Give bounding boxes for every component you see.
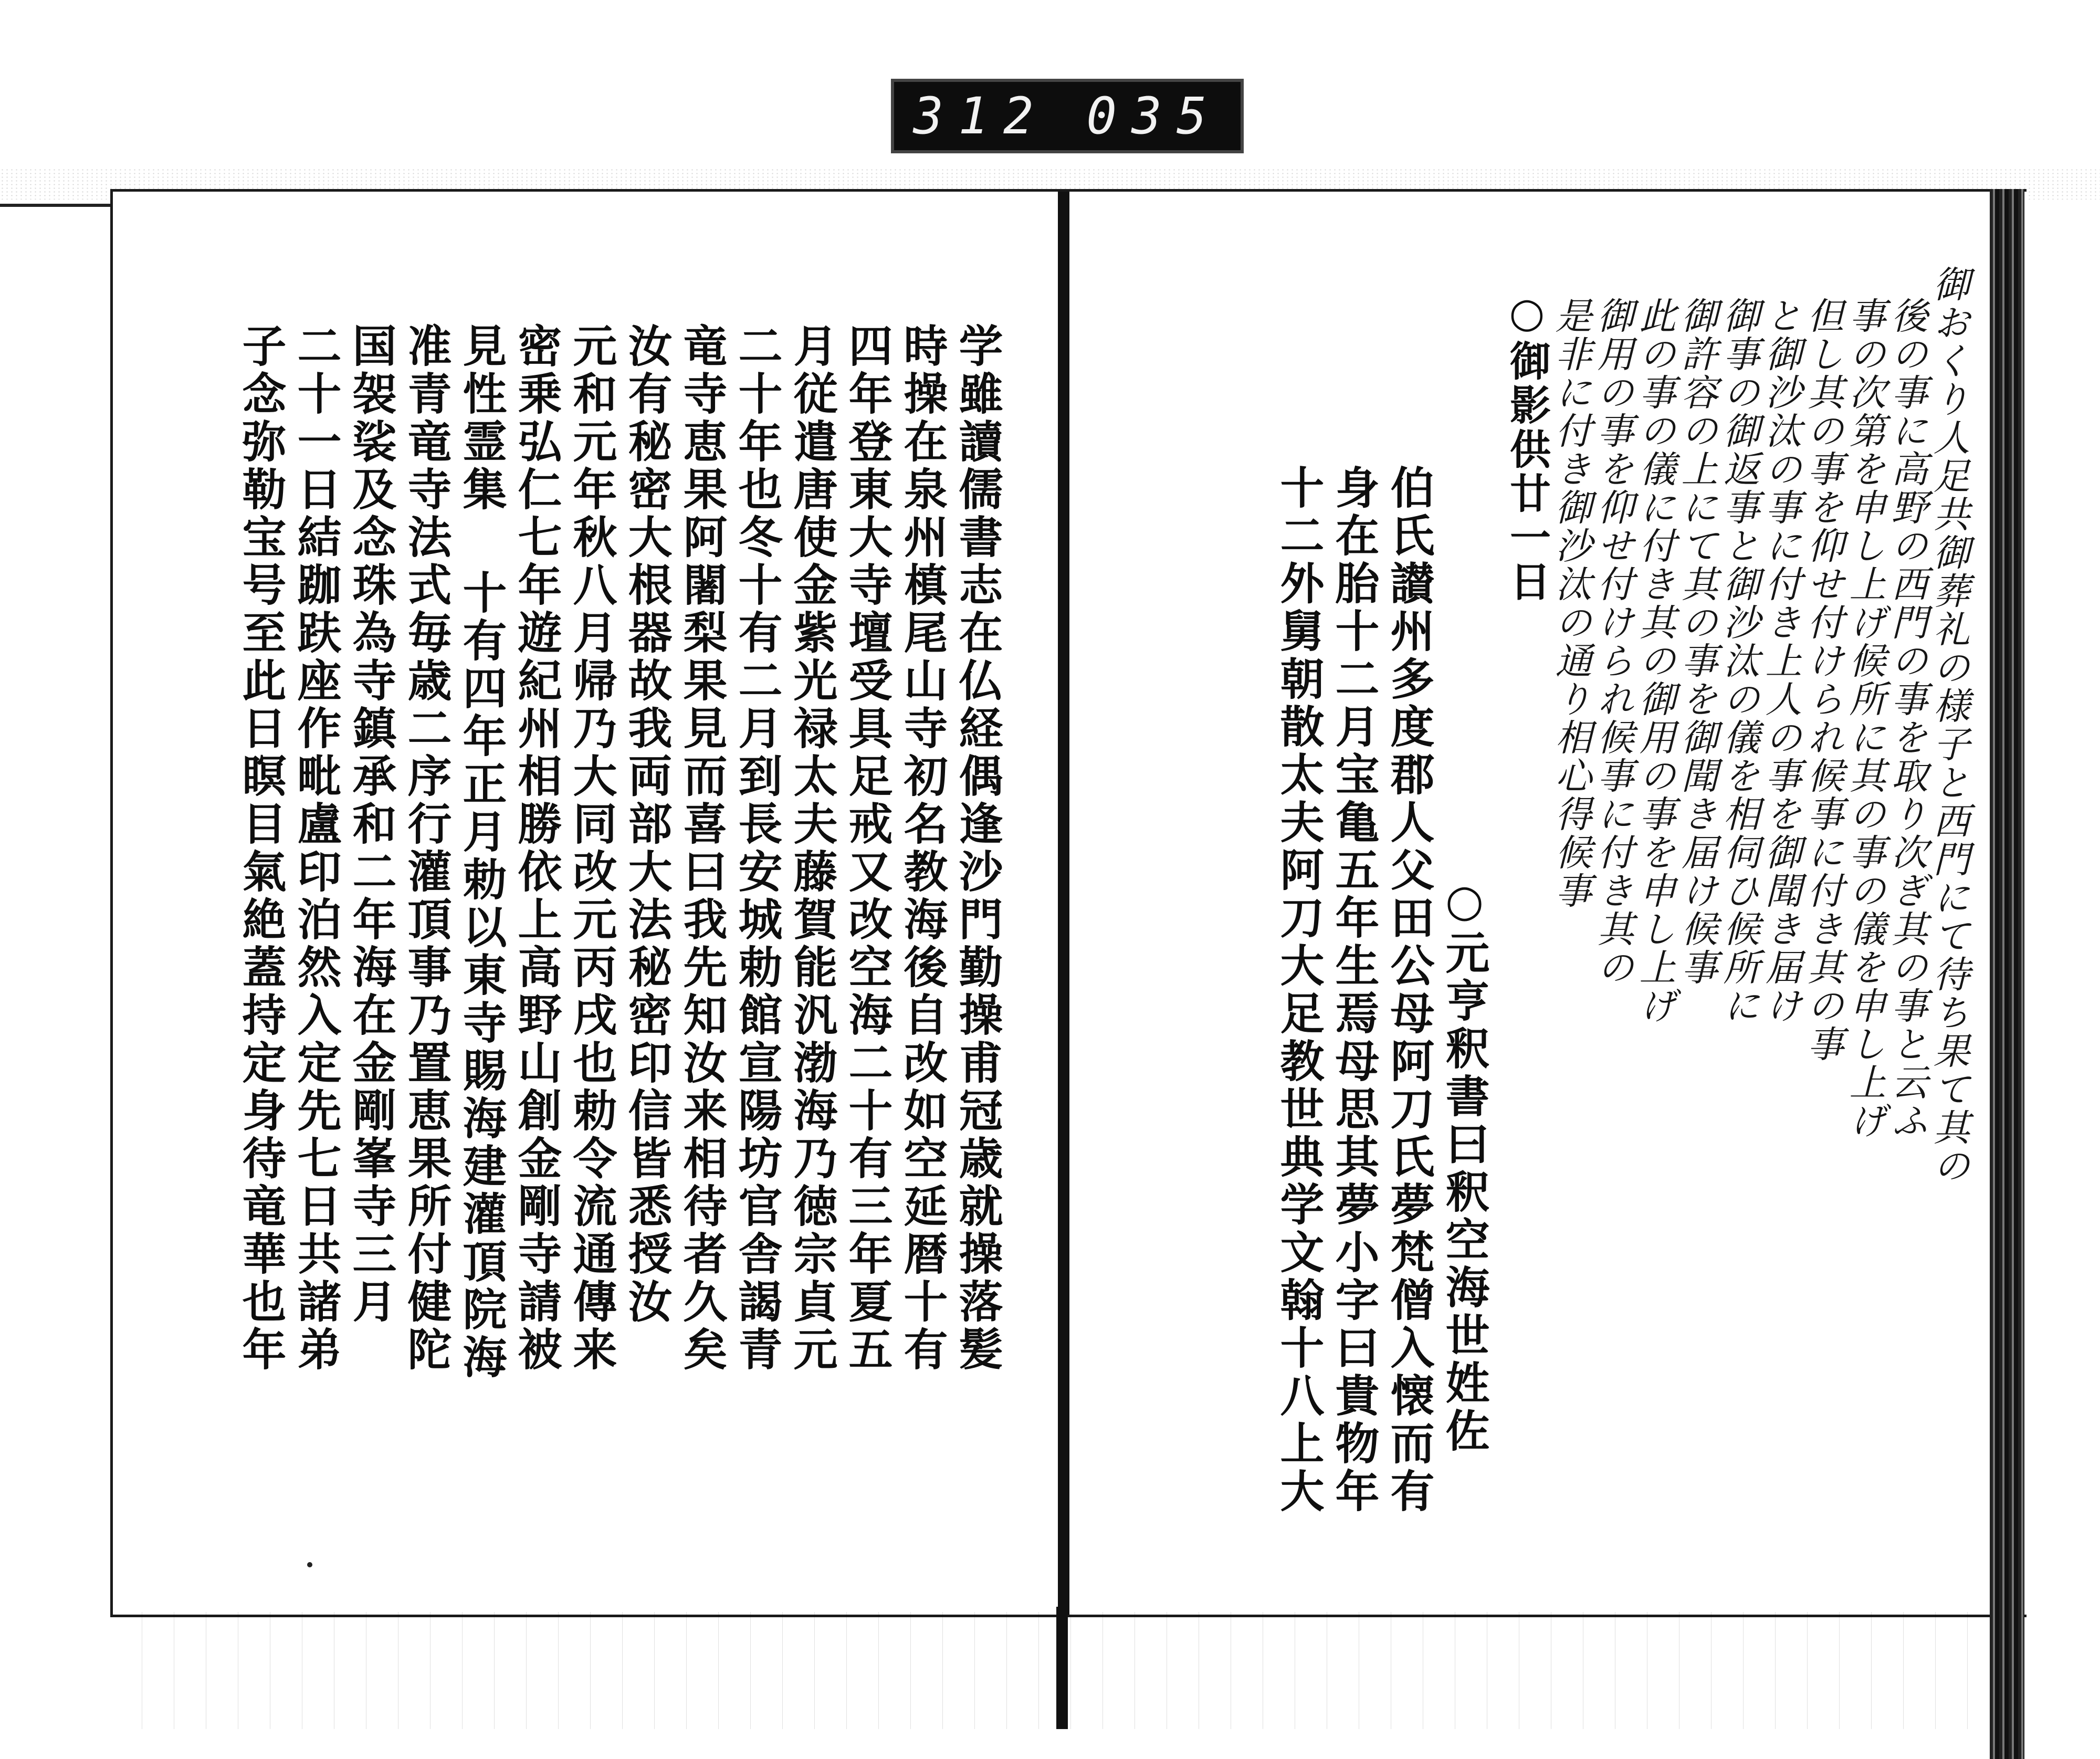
left-column: 元和元年秋八月帰乃大同改元丙戌也勅令流通傳来 [566, 323, 618, 1374]
left-column: 竜寺恵果阿闍梨果見而喜曰我先知汝来相待者久矣 [676, 323, 728, 1374]
left-column: 子念弥勒宝号至此日瞑目氣絶蓋持定身待竜華也年 [235, 323, 287, 1374]
reel-number: 312 [913, 87, 1048, 145]
entry-column: ○元亨釈書曰釈空海世姓佐 [1438, 874, 1490, 1456]
manuscript-column: 是非に付き御沙汰の通り相心得候事 [1549, 297, 1592, 910]
left-column: 見性霊集 十有四年正月勅以東寺賜海建灌頂院海 [456, 323, 508, 1382]
left-column: 時操在泉州槙尾山寺初名教海後自改如空延暦十有 [897, 323, 949, 1374]
frame-number-plate [891, 79, 1244, 153]
book-gutter [1058, 192, 1069, 1615]
manuscript-column: 御許容の上にて其の事を御聞き届け候事 [1675, 297, 1718, 987]
manuscript-column: 御事の御返事と御沙汰の儀を相伺ひ候所に [1717, 297, 1760, 1025]
left-column: 二十年也冬十有二月到長安城勅館宣陽坊官舎謁青 [731, 323, 783, 1374]
left-column: 学雖讀儒書志在仏経偶逢沙門勤操甫冠歳就操落髪 [952, 323, 1004, 1374]
left-column: 四年登東大寺壇受具足戒又改空海二十有三年夏五 [842, 323, 894, 1374]
entry-column: 身在胎十二月宝亀五年生焉母思其夢小字曰貴物年 [1328, 465, 1380, 1516]
left-column: 密乗弘仁七年遊紀州相勝依上高野山創金剛寺請被 [511, 323, 563, 1374]
manuscript-column: 此の事の儀に付き其の御用の事を申し上げ [1633, 297, 1676, 1025]
left-column: 准青竜寺法式毎歳二序行灌頂事乃置恵果所付健陀 [401, 323, 453, 1374]
manuscript-column: 御おくり人足共御葬礼の様子と西門にて待ち果て其の [1927, 265, 1970, 1185]
lower-scan-margin [110, 1612, 1990, 1729]
manuscript-column: 御用の事を仰せ付けられ候事に付き其の [1591, 297, 1634, 987]
ink-speck [307, 1562, 312, 1567]
section-heading: ○御影供廿一日 [1503, 289, 1551, 604]
manuscript-column: 後の事に高野の西門の事を取り次ぎ其の事と云ふ [1885, 297, 1928, 1140]
left-column: 汝有秘密大根器故我両部大法秘密印信皆悉授汝 [621, 323, 673, 1326]
left-column: 国袈裟及念珠為寺鎮承和二年海在金剛峯寺三月 [345, 323, 397, 1326]
frame-number: 035 [1086, 87, 1222, 145]
left-column: 二十一日結跏趺座作毗盧印泊然入定先七日共諸弟 [290, 323, 342, 1374]
manuscript-column: と御沙汰の事に付き上人の事を御聞き届け [1759, 297, 1802, 1025]
adjacent-page-edge [0, 204, 113, 207]
entry-column: 伯氏讃州多度郡人父田公母阿刀氏夢梵僧入懐而有 [1383, 465, 1435, 1516]
entry-column: 十二外舅朝散太夫阿刀大足教世典学文翰十八上大 [1273, 465, 1325, 1516]
book-page-edge [1990, 189, 2024, 1759]
left-column: 月従遣唐使金紫光禄太夫藤賀能汎渤海乃徳宗貞元 [786, 323, 838, 1374]
manuscript-column: 事の次第を申し上げ候所に其の事の儀を申し上げ [1843, 297, 1886, 1140]
open-book [110, 189, 2026, 1617]
gutter-shadow [1056, 1607, 1068, 1729]
right-page [1069, 192, 2026, 1615]
manuscript-column: 但し其の事を仰せ付けられ候事に付き其の事 [1801, 297, 1844, 1063]
left-page [113, 192, 1067, 1615]
